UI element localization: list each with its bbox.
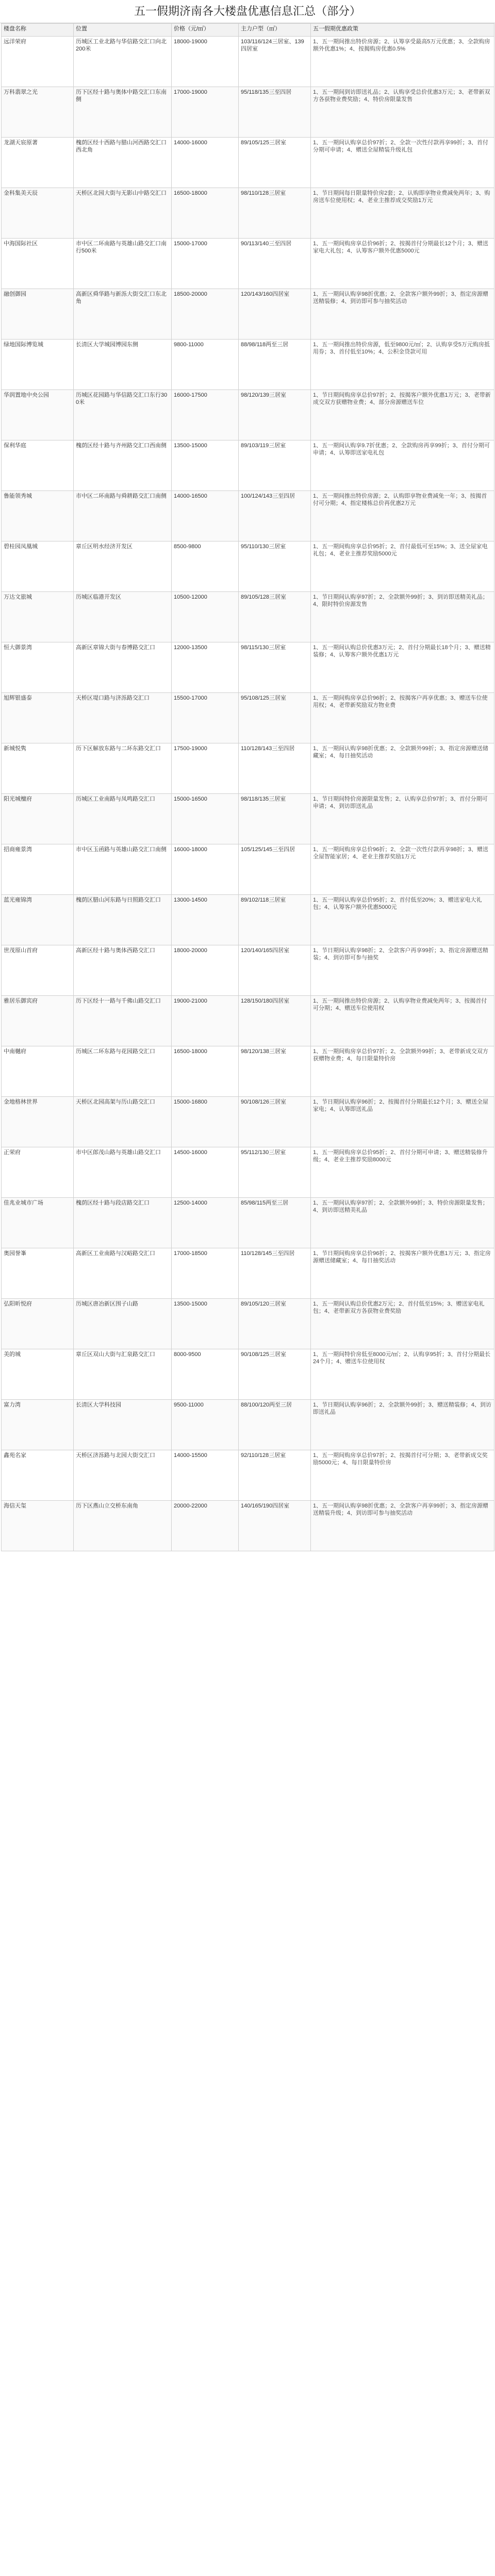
cell-layout: 98/120/139三居室 [239,390,311,440]
cell-name: 富力湾 [2,1400,74,1450]
cell-price: 13500-15000 [172,440,239,491]
table-row [2,996,494,1046]
cell-layout: 128/150/180四居室 [239,996,311,1046]
cell-price: 15000-16800 [172,1097,239,1147]
table-row [2,1299,494,1349]
cell-name: 万达文旅城 [2,592,74,642]
cell-location: 历城区工业南路与凤鸣路交汇口 [74,794,172,844]
cell-layout: 95/118/135三至四居 [239,87,311,138]
cell-layout: 85/98/115两至三居 [239,1198,311,1248]
cell-layout: 120/143/160四居室 [239,289,311,340]
cell-price: 10500-12000 [172,592,239,642]
table-row [2,1400,494,1450]
cell-price: 19000-21000 [172,996,239,1046]
cell-layout: 89/105/125三居室 [239,138,311,188]
cell-promotion: 1、五一期间认购享97折；2、全款额外99折；3、特价房源限量发售；4、到访即送精美礼品 [311,1198,494,1248]
cell-promotion: 1、节日期间认购享97折；2、全款额外99折；3、到访即送精美礼品；4、限时特价房源发售 [311,592,494,642]
table-header-row [2,24,494,37]
cell-location: 天桥区北园高架与历山路交汇口 [74,1097,172,1147]
cell-promotion: 1、节日期间特价房源限量发售；2、认购享总价97折；3、首付分期可申请；4、到访即送礼品 [311,794,494,844]
cell-location: 市中区二环南路与英雄山路交汇口南行500米 [74,239,172,289]
table-row [2,1097,494,1147]
cell-layout: 90/108/125三居室 [239,1349,311,1400]
cell-location: 历下区燕山立交桥东南角 [74,1501,172,1551]
table-row [2,1147,494,1198]
cell-location: 市中区郎茂山路与英雄山路交汇口 [74,1147,172,1198]
cell-price: 13000-14500 [172,895,239,945]
cell-price: 13500-15000 [172,1299,239,1349]
cell-name: 奥园誉峯 [2,1248,74,1299]
cell-layout: 88/98/118两至三居 [239,340,311,390]
cell-price: 8500-9800 [172,541,239,592]
cell-layout: 120/140/165四居室 [239,945,311,996]
cell-location: 历下区经十一路与千佛山路交汇口 [74,996,172,1046]
cell-promotion: 1、五一期间认购总价优惠3万元；2、首付分期最长18个月；3、赠送精装修；4、认筹客户额外优惠1万元 [311,642,494,693]
cell-price: 17500-19000 [172,743,239,794]
table-row [2,37,494,87]
cell-price: 15000-16500 [172,794,239,844]
cell-location: 天桥区堤口路与济泺路交汇口 [74,693,172,743]
cell-layout: 88/100/120两至三居 [239,1400,311,1450]
document-title: 五一假期济南各大楼盘优惠信息汇总（部分） [0,0,495,23]
cell-location: 高新区经十路与奥体西路交汇口 [74,945,172,996]
cell-name: 海信天玺 [2,1501,74,1551]
table-row [2,87,494,138]
cell-promotion: 1、节日期间认购享96折；2、全款额外99折；3、赠送精装修；4、到访即送礼品 [311,1400,494,1450]
cell-layout: 98/115/130三居室 [239,642,311,693]
cell-name: 恒大御景湾 [2,642,74,693]
cell-location: 长清区大学城园博园东侧 [74,340,172,390]
cell-name: 美的城 [2,1349,74,1400]
table-row [2,844,494,895]
cell-promotion: 1、五一期间购房享总价96折；2、全款一次性付款再享98折；3、赠送全屋智能家居；4、老业主推荐奖励1万元 [311,844,494,895]
cell-name: 旭辉银盛泰 [2,693,74,743]
cell-layout: 95/110/130三居室 [239,541,311,592]
cell-name: 碧桂园凤凰城 [2,541,74,592]
cell-layout: 98/110/128三居室 [239,188,311,239]
cell-location: 高新区章锦大街与春博路交汇口 [74,642,172,693]
cell-name: 融创御园 [2,289,74,340]
cell-promotion: 1、五一期间认购享98折优惠；2、全款客户再享99折；3、指定房源赠送精装升级；4、到访即可参与抽奖活动 [311,1501,494,1551]
header-price: 价格（元/㎡） [172,24,239,37]
listings-table [1,23,494,1551]
table-row [2,541,494,592]
cell-name: 世茂原山首府 [2,945,74,996]
cell-promotion: 1、五一期间认购享总价95折；2、首付低至20%；3、赠送家电大礼包；4、认筹客户额外优惠5000元 [311,895,494,945]
cell-promotion: 1、五一期间特价房低至8000元/㎡；2、认购享95折；3、首付分期最长24个月；4、赠送车位使用权 [311,1349,494,1400]
cell-name: 鑫苑名家 [2,1450,74,1501]
cell-price: 18500-20000 [172,289,239,340]
cell-name: 远洋荣府 [2,37,74,87]
table-row [2,743,494,794]
cell-promotion: 1、节日期间每日限量特价房2套；2、认购即享物业费减免两年；3、购房送车位使用权；4、老业主推荐成交奖励1万元 [311,188,494,239]
cell-promotion: 1、五一期间购房享总价96折；2、按揭客户再享优惠；3、赠送车位使用权；4、老带新奖励双方物业费 [311,693,494,743]
cell-promotion: 1、五一期间购房享总价96折；2、按揭首付分期最长12个月；3、赠送家电大礼包；4、认筹客户额外优惠5000元 [311,239,494,289]
cell-layout: 95/108/125三居室 [239,693,311,743]
cell-promotion: 1、五一期间认购总价优惠2万元；2、首付低至15%；3、赠送家电礼包；4、老带新双方各获物业费奖励 [311,1299,494,1349]
cell-name: 金地格林世界 [2,1097,74,1147]
cell-layout: 98/120/138三居室 [239,1046,311,1097]
cell-promotion: 1、五一期间推出特价房源，低至9800元/㎡；2、认购享受5万元购房抵用券；3、首付低至10%；4、公积金贷款可用 [311,340,494,390]
cell-price: 17000-18500 [172,1248,239,1299]
cell-price: 12500-14000 [172,1198,239,1248]
cell-promotion: 1、五一期间推出特价房源；2、认购享物业费减免两年；3、按揭首付可分期；4、赠送车位使用权 [311,996,494,1046]
cell-name: 中海国际社区 [2,239,74,289]
cell-price: 14000-16500 [172,491,239,541]
header-location: 位置 [74,24,172,37]
cell-promotion: 1、五一期间购房享总价97折；2、按揭首付可分期；3、老带新成交奖励5000元；4、每日限量特价房 [311,1450,494,1501]
cell-layout: 89/105/128三居室 [239,592,311,642]
cell-price: 15000-17000 [172,239,239,289]
cell-location: 槐荫区经十路与段店路交汇口 [74,1198,172,1248]
cell-price: 16000-17500 [172,390,239,440]
cell-location: 历城区二环东路与花园路交汇口 [74,1046,172,1097]
cell-layout: 110/128/145三至四居 [239,1248,311,1299]
cell-location: 槐荫区经十西路与腊山河西路交汇口西北角 [74,138,172,188]
header-promotion: 五一假期优惠政策 [311,24,494,37]
cell-layout: 92/110/128三居室 [239,1450,311,1501]
cell-layout: 89/102/118三居室 [239,895,311,945]
cell-name: 龙湖天宸原著 [2,138,74,188]
cell-name: 华润置地中央公园 [2,390,74,440]
table-row [2,642,494,693]
cell-price: 20000-22000 [172,1501,239,1551]
table-row [2,895,494,945]
cell-location: 高新区舜华路与新泺大街交汇口东北角 [74,289,172,340]
cell-location: 长清区大学科技园 [74,1400,172,1450]
cell-name: 万科翡翠之光 [2,87,74,138]
cell-name: 招商雍景湾 [2,844,74,895]
cell-layout: 95/112/130三居室 [239,1147,311,1198]
table-row [2,138,494,188]
cell-promotion: 1、五一期间推出特价房源；2、认购即享物业费减免一年；3、按揭首付可分期；4、指定楼栋总价再优惠2万元 [311,491,494,541]
cell-price: 18000-20000 [172,945,239,996]
table-row [2,1198,494,1248]
cell-promotion: 1、五一期间到访即送礼品；2、认购享受总价优惠3万元；3、老带新双方各获物业费奖励；4、特价房限量发售 [311,87,494,138]
header-layout: 主力户型（㎡） [239,24,311,37]
cell-location: 槐荫区经十路与齐州路交汇口西南侧 [74,440,172,491]
cell-name: 阳光城檀府 [2,794,74,844]
cell-layout: 90/113/140三至四居 [239,239,311,289]
table-row [2,1248,494,1299]
table-row [2,1501,494,1551]
cell-layout: 103/116/124三居室、139四居室 [239,37,311,87]
cell-name: 雅居乐御宾府 [2,996,74,1046]
table-row [2,289,494,340]
cell-layout: 110/128/143三至四居 [239,743,311,794]
table-row [2,440,494,491]
cell-name: 保利华庭 [2,440,74,491]
cell-name: 新城悦隽 [2,743,74,794]
cell-promotion: 1、五一期间购房享总价95折；2、首付分期可申请；3、赠送精装修升级；4、老业主推荐奖励8000元 [311,1147,494,1198]
table-row [2,1349,494,1400]
cell-layout: 140/165/190四居室 [239,1501,311,1551]
cell-promotion: 1、五一期间购房享总价97折；2、全款额外99折；3、老带新成交双方获赠物业费；4、每日限量特价房 [311,1046,494,1097]
cell-layout: 89/105/120三居室 [239,1299,311,1349]
cell-price: 16000-18000 [172,844,239,895]
cell-location: 章丘区明水经济开发区 [74,541,172,592]
cell-price: 8000-9500 [172,1349,239,1400]
table-row [2,794,494,844]
table-row [2,693,494,743]
cell-location: 市中区二环南路与舜耕路交汇口南侧 [74,491,172,541]
cell-location: 高新区工业南路与汉峪路交汇口 [74,1248,172,1299]
cell-name: 鲁能领秀城 [2,491,74,541]
table-row [2,1450,494,1501]
cell-promotion: 1、五一期间推出特价房源；2、认筹享受最高5万元优惠；3、全款购房额外优惠1%；4、按揭购房优惠0.5% [311,37,494,87]
cell-name: 蓝光雍锦湾 [2,895,74,945]
cell-location: 历下区经十路与奥体中路交汇口东南侧 [74,87,172,138]
table-row [2,390,494,440]
cell-promotion: 1、五一期间认购享9.7折优惠；2、全款购房再享99折；3、首付分期可申请；4、认筹即送家电礼包 [311,440,494,491]
cell-name: 弘阳昕悦府 [2,1299,74,1349]
cell-promotion: 1、节日期间购房享总价97折；2、按揭客户额外优惠1万元；3、老带新成交双方获赠物业费；4、部分房源赠送车位 [311,390,494,440]
table-row [2,340,494,390]
cell-layout: 89/103/119三居室 [239,440,311,491]
cell-promotion: 1、五一期间认购享总价97折；2、全款一次性付款再享99折；3、首付分期可申请；4、赠送全屋精装升级礼包 [311,138,494,188]
cell-location: 历城区唐冶新区围子山路 [74,1299,172,1349]
cell-layout: 98/118/135三居室 [239,794,311,844]
cell-price: 9500-11000 [172,1400,239,1450]
cell-price: 14000-16000 [172,138,239,188]
cell-location: 历城区工业北路与华信路交汇口向北200米 [74,37,172,87]
cell-location: 天桥区北园大街与无影山中路交汇口 [74,188,172,239]
cell-promotion: 1、五一期间认购享98折优惠；2、全款客户额外99折；3、指定房源赠送精装修；4、到访即可参与抽奖活动 [311,289,494,340]
cell-location: 历城区临港开发区 [74,592,172,642]
cell-price: 9800-11000 [172,340,239,390]
cell-name: 金科集美天辰 [2,188,74,239]
cell-location: 槐荫区腊山河东路与日照路交汇口 [74,895,172,945]
table-row [2,491,494,541]
cell-price: 15500-17000 [172,693,239,743]
cell-price: 14500-16000 [172,1147,239,1198]
cell-name: 绿地国际博览城 [2,340,74,390]
cell-layout: 100/124/143三至四居 [239,491,311,541]
cell-location: 历城区花园路与华信路交汇口东行300米 [74,390,172,440]
header-name: 楼盘名称 [2,24,74,37]
cell-promotion: 1、节日期间认购享96折；2、按揭首付分期最长12个月；3、赠送全屋家电；4、认筹即送礼品 [311,1097,494,1147]
cell-name: 佳兆业城市广场 [2,1198,74,1248]
cell-price: 14000-15500 [172,1450,239,1501]
cell-promotion: 1、节日期间认购享98折；2、全款客户再享99折；3、指定房源赠送精装；4、到访即可参与抽奖 [311,945,494,996]
cell-price: 16500-18000 [172,1046,239,1097]
cell-name: 正荣府 [2,1147,74,1198]
cell-price: 17000-19000 [172,87,239,138]
cell-location: 历下区解放东路与二环东路交汇口 [74,743,172,794]
cell-promotion: 1、五一期间认购享98折优惠；2、全款额外99折；3、指定房源赠送储藏室；4、每日抽奖活动 [311,743,494,794]
cell-location: 天桥区济泺路与北园大街交汇口 [74,1450,172,1501]
table-row [2,1046,494,1097]
table-row [2,945,494,996]
cell-price: 18000-19000 [172,37,239,87]
table-row [2,592,494,642]
cell-price: 12000-13500 [172,642,239,693]
table-row [2,239,494,289]
cell-price: 16500-18000 [172,188,239,239]
cell-promotion: 1、节日期间购房享总价96折；2、按揭客户额外优惠1万元；3、指定房源赠送储藏室；4、每日抽奖活动 [311,1248,494,1299]
cell-name: 中南樾府 [2,1046,74,1097]
cell-layout: 90/108/126三居室 [239,1097,311,1147]
cell-location: 市中区玉函路与英雄山路交汇口南侧 [74,844,172,895]
table-row [2,188,494,239]
cell-location: 章丘区双山大街与汇泉路交汇口 [74,1349,172,1400]
cell-layout: 105/125/145三至四居 [239,844,311,895]
cell-promotion: 1、五一期间购房享总价95折；2、首付最低可至15%；3、送全屋家电礼包；4、老业主推荐奖励5000元 [311,541,494,592]
